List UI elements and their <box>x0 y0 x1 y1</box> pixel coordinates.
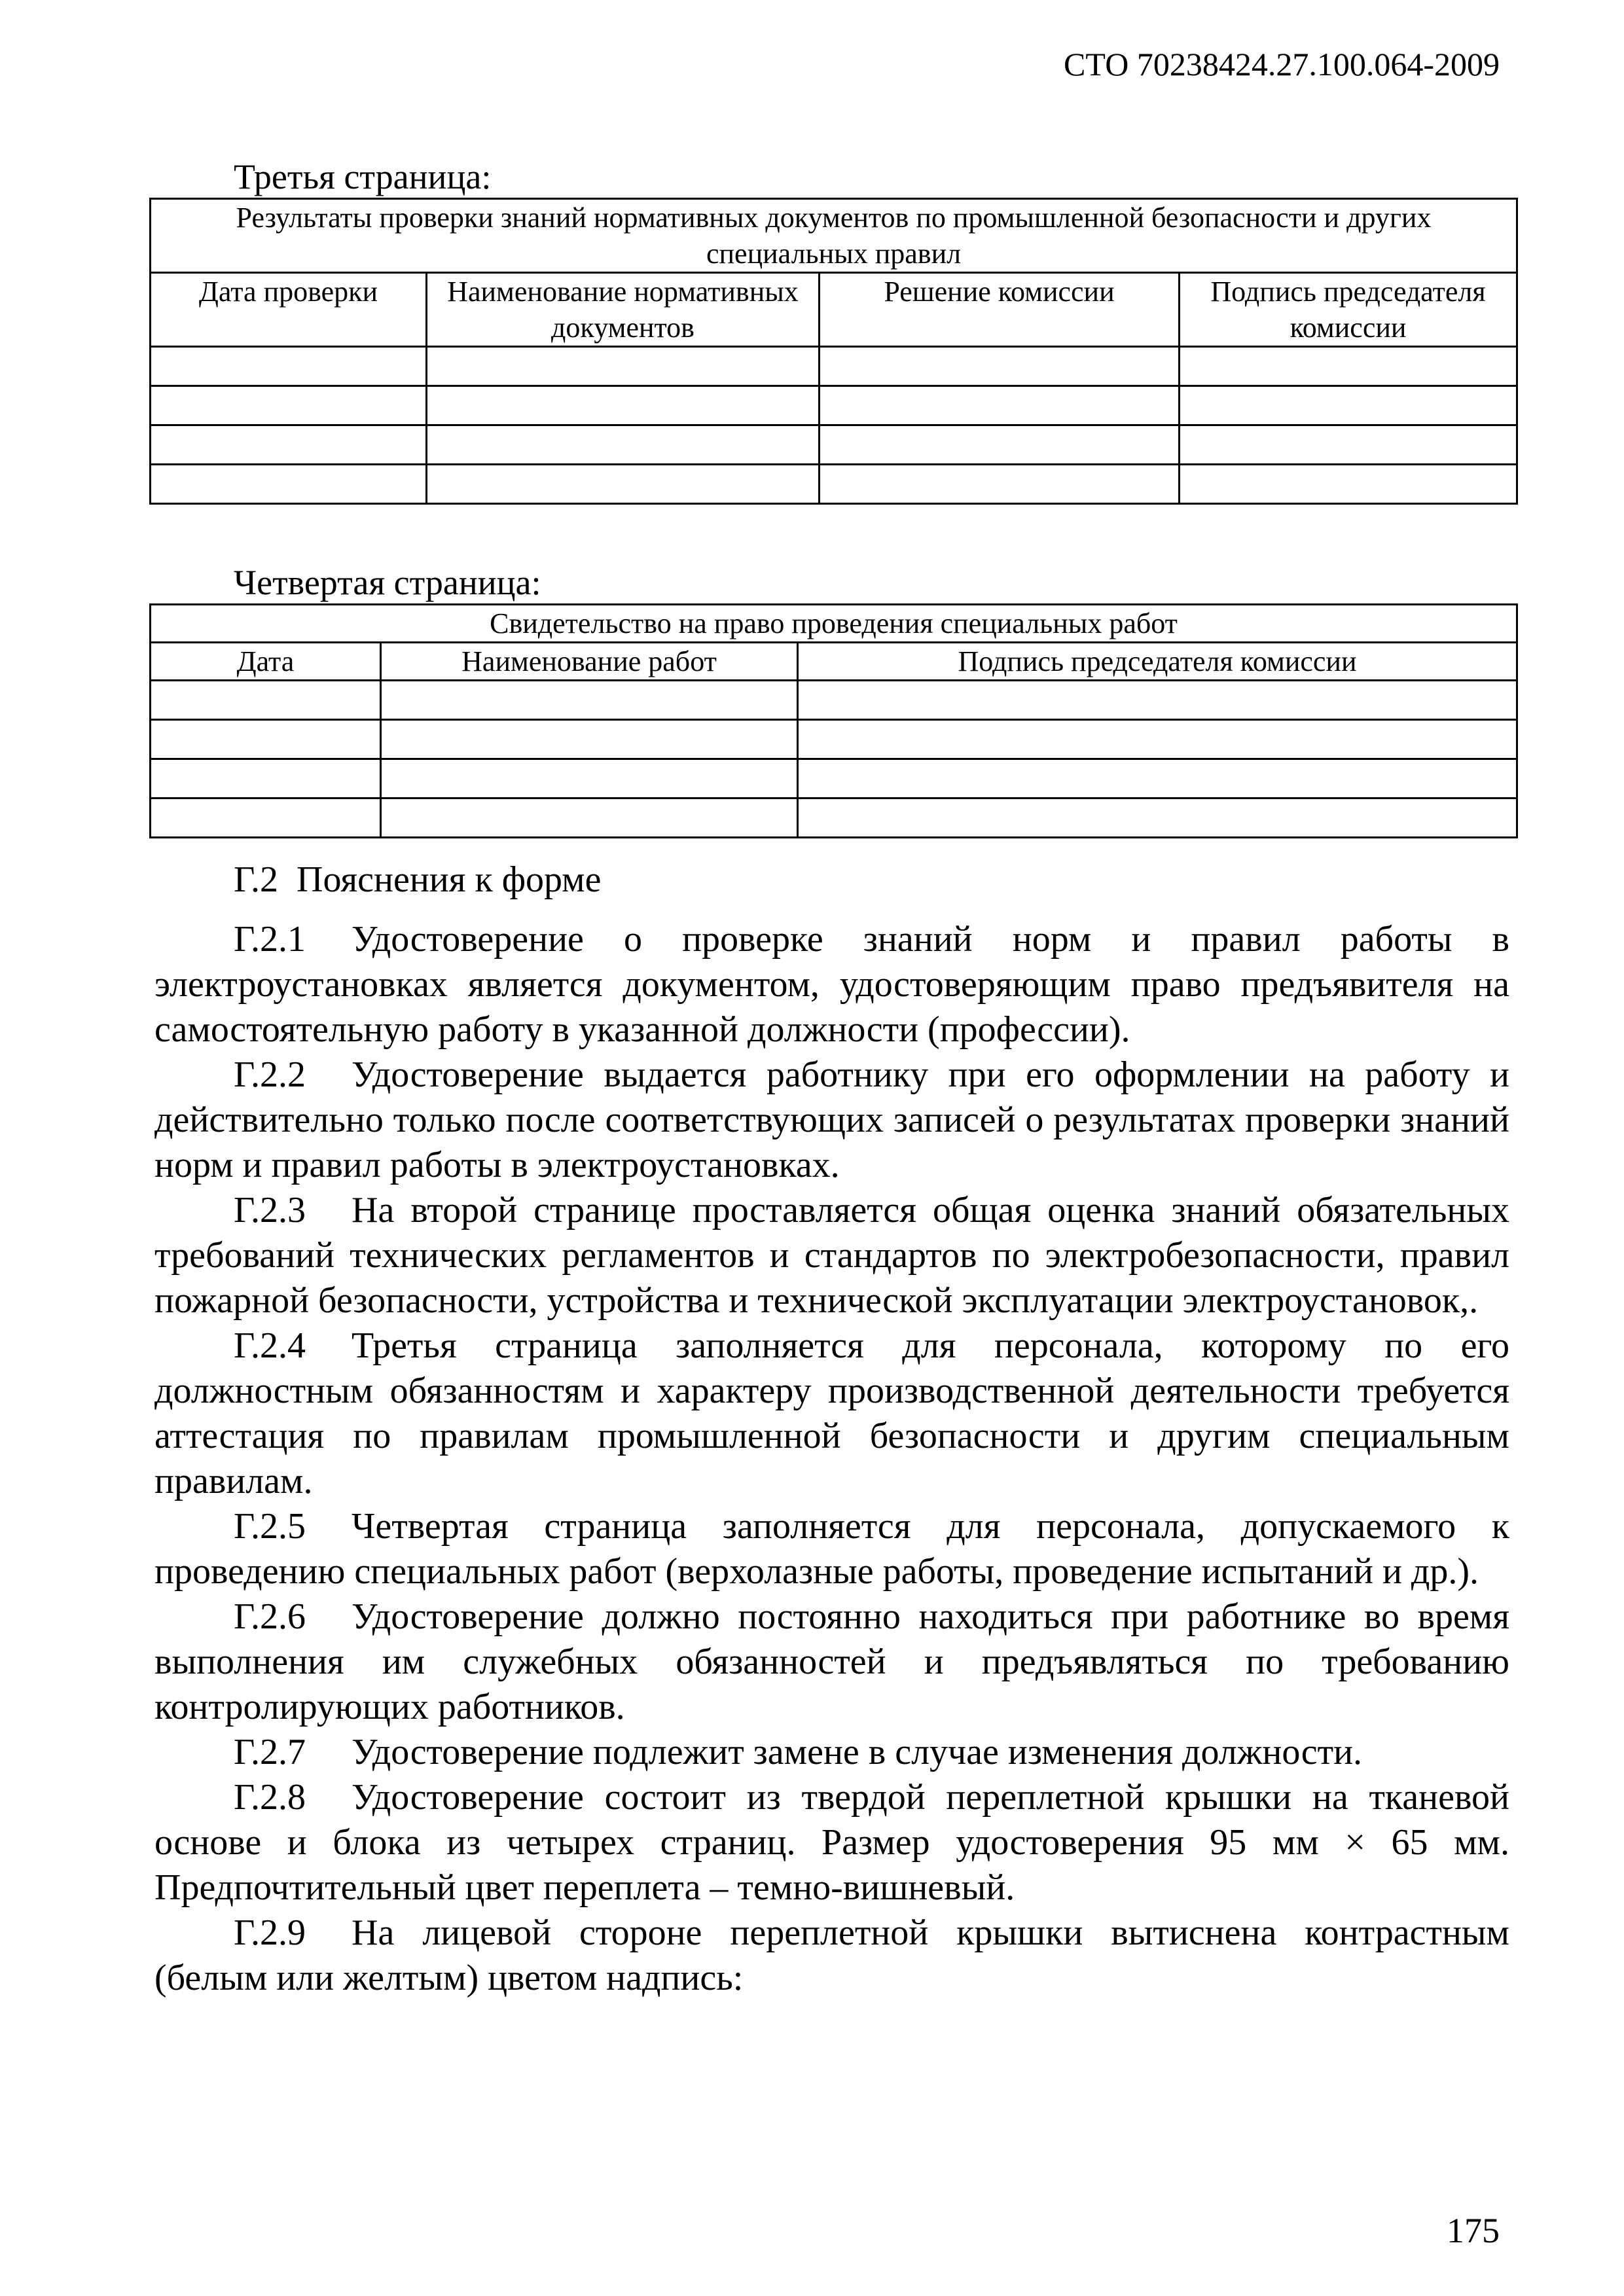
table-cell <box>151 759 381 798</box>
table-cell <box>151 798 381 838</box>
table-row <box>151 720 1517 759</box>
table-row <box>151 759 1517 798</box>
table-row <box>151 347 1517 386</box>
paragraph-g-2-3 <box>154 1188 1509 1323</box>
table-row <box>151 681 1517 720</box>
document-code: СТО 70238424.27.100.064-2009 <box>1064 46 1500 82</box>
table-cell <box>1180 465 1517 504</box>
column-header-work-name: Наименование работ <box>381 643 798 681</box>
table-cell <box>820 386 1180 425</box>
paragraph-number: Г.2.9 <box>234 1912 306 1953</box>
fourth-page-caption: Свидетельство на право проведения специальных работ <box>151 605 1517 643</box>
paragraph-number: Г.2.8 <box>234 1777 306 1818</box>
paragraph-number: Г.2.7 <box>234 1732 306 1772</box>
paragraph-text: Удостоверение должно постоянно находиться при работнике во время выполнения им служебных обязанностей и предъявляться по требованию контролирующих работников. <box>154 1596 1509 1727</box>
column-header-check-date: Дата проверки <box>151 273 427 347</box>
third-page-caption: Результаты проверки знаний нормативных документов по промышленной безопасности и других специальных правил <box>151 199 1517 273</box>
table-cell <box>381 720 798 759</box>
section-number: Г.2 <box>234 859 279 900</box>
paragraph-text: Удостоверение выдается работнику при его оформлении на работу и действительно только после соответствующих записей о результатах проверки знаний норм и правил работы в электроустановках. <box>154 1054 1509 1185</box>
table-cell <box>798 681 1517 720</box>
table-cell <box>151 681 381 720</box>
paragraph-text: Удостоверение подлежит замене в случае изменения должности. <box>352 1732 1363 1772</box>
column-header-chairman-signature: Подпись председателя комиссии <box>1180 273 1517 347</box>
paragraph-text: Третья страница заполняется для персонала, которому по его должностным обязанностям и характеру производственной деятельности требуется аттестация по правилам промышленной безопасности и другим специальным правилам. <box>154 1325 1509 1501</box>
table-cell <box>798 798 1517 838</box>
paragraph-number: Г.2.5 <box>234 1506 306 1547</box>
table-cell <box>1180 425 1517 465</box>
table-cell <box>427 386 820 425</box>
table-cell <box>1180 347 1517 386</box>
paragraph-g-2-1 <box>154 917 1509 1052</box>
section-title: Пояснения к форме <box>297 859 602 900</box>
paragraph-g-2-8 <box>154 1775 1509 1910</box>
third-page-label: Третья страница: <box>234 157 492 196</box>
paragraph-g-2-4 <box>154 1323 1509 1504</box>
fourth-page-table <box>149 603 1518 838</box>
paragraph-number: Г.2.3 <box>234 1190 306 1230</box>
table-cell <box>1180 386 1517 425</box>
paragraph-number: Г.2.4 <box>234 1325 306 1366</box>
column-header-date: Дата <box>151 643 381 681</box>
paragraph-text: Удостоверение о проверке знаний норм и правил работы в электроустановках является документом, удостоверяющим право предъявителя на самостоятельную работу в указанной должности (профессии). <box>154 919 1509 1050</box>
table-row <box>151 425 1517 465</box>
table-row <box>151 798 1517 838</box>
explanations-section <box>154 857 1509 2001</box>
paragraph-text: Четвертая страница заполняется для персонала, допускаемого к проведению специальных работ (верхолазные работы, проведение испытаний и др.). <box>154 1506 1509 1592</box>
paragraph-number: Г.2.1 <box>234 919 306 960</box>
fourth-page-label: Четвертая страница: <box>234 563 541 602</box>
third-page-table <box>149 198 1518 505</box>
table-cell <box>381 759 798 798</box>
table-cell <box>427 465 820 504</box>
table-cell <box>820 347 1180 386</box>
table-cell <box>381 681 798 720</box>
table-cell <box>820 465 1180 504</box>
table-cell <box>151 720 381 759</box>
paragraph-number: Г.2.6 <box>234 1596 306 1637</box>
column-header-commission-decision: Решение комиссии <box>820 273 1180 347</box>
paragraph-text: На лицевой стороне переплетной крышки вытиснена контрастным (белым или желтым) цветом надпись: <box>154 1912 1509 1998</box>
table-row <box>151 386 1517 425</box>
paragraph-text: На второй странице проставляется общая оценка знаний обязательных требований технических регламентов и стандартов по электробезопасности, правил пожарной безопасности, устройства и технической эксплуатации электроустановок,. <box>154 1190 1509 1321</box>
table-cell <box>427 425 820 465</box>
table-cell <box>427 347 820 386</box>
paragraph-g-2-2 <box>154 1052 1509 1188</box>
table-cell <box>798 720 1517 759</box>
paragraph-g-2-5 <box>154 1504 1509 1594</box>
paragraph-number: Г.2.2 <box>234 1054 306 1095</box>
column-header-chairman-signature: Подпись председателя комиссии <box>798 643 1517 681</box>
column-header-document-name: Наименование нормативных документов <box>427 273 820 347</box>
table-cell <box>151 465 427 504</box>
table-cell <box>151 347 427 386</box>
section-heading <box>154 857 1509 903</box>
page-number: 175 <box>1447 2211 1500 2250</box>
table-cell <box>820 425 1180 465</box>
paragraph-text: Удостоверение состоит из твердой переплетной крышки на тканевой основе и блока из четырех страниц. Размер удостоверения 95 мм × 65 мм. Предпочтительный цвет переплета – темно-вишневый. <box>154 1777 1509 1908</box>
paragraph-g-2-9 <box>154 1910 1509 2001</box>
table-cell <box>381 798 798 838</box>
table-cell <box>151 425 427 465</box>
paragraph-g-2-7 <box>154 1730 1509 1775</box>
paragraph-g-2-6 <box>154 1594 1509 1730</box>
table-cell <box>151 386 427 425</box>
table-cell <box>798 759 1517 798</box>
table-row <box>151 465 1517 504</box>
